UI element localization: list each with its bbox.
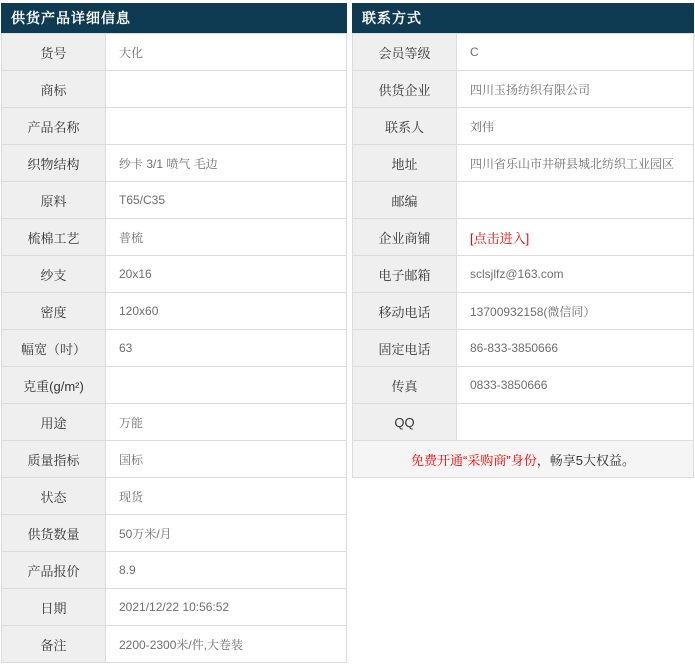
table-row [353,182,694,219]
row-label: 货号 [2,34,106,71]
row-label: 商标 [2,71,106,108]
table-row [2,256,347,293]
table-row [2,330,347,367]
table-row [2,145,347,182]
row-value: 2021/12/22 10:56:52 [106,589,347,626]
row-label: 供货数量 [2,515,106,552]
contact-info-panel [352,3,694,478]
row-label: 供货企业 [353,71,457,108]
row-label: 会员等级 [353,34,457,71]
contact-info-table [352,33,694,478]
row-label: 织物结构 [2,145,106,182]
row-label: 纱支 [2,256,106,293]
contact-info-title: 联系方式 [352,3,694,33]
table-row [353,330,694,367]
qq-value [457,404,694,441]
product-details-panel [1,3,347,663]
member-level-value: C [457,34,694,71]
row-label: 状态 [2,478,106,515]
table-row [2,219,347,256]
landline-value: 86-833-3850666 [457,330,694,367]
row-label: 幅宽（吋） [2,330,106,367]
row-label: 克重(g/m²) [2,367,106,404]
row-label: 产品名称 [2,108,106,145]
table-row [353,34,694,71]
row-label: 联系人 [353,108,457,145]
table-row [2,441,347,478]
row-label: 移动电话 [353,293,457,330]
email-value: sclsjlfz@163.com [457,256,694,293]
row-value: 纱卡 3/1 喷气 毛边 [106,145,347,182]
row-value: 8.9 [106,552,347,589]
row-label: 固定电话 [353,330,457,367]
fax-value: 0833-3850666 [457,367,694,404]
row-label: 原料 [2,182,106,219]
table-row [353,145,694,182]
table-row [353,219,694,256]
row-value: 国标 [106,441,347,478]
row-label: 企业商铺 [353,219,457,256]
table-row [353,256,694,293]
table-row [353,108,694,145]
row-value: 63 [106,330,347,367]
row-label: 梳棉工艺 [2,219,106,256]
table-row [2,626,347,663]
row-value [106,108,347,145]
table-row [2,293,347,330]
contact-person-value: 刘伟 [457,108,694,145]
buyer-promo-text: ，畅享5大权益。 [536,452,635,468]
row-value: 现货 [106,478,347,515]
row-value [106,367,347,404]
table-row [2,589,347,626]
row-label: 密度 [2,293,106,330]
row-label: 产品报价 [2,552,106,589]
row-label: 地址 [353,145,457,182]
row-value: 120x60 [106,293,347,330]
table-row [353,367,694,404]
row-label: 传真 [353,367,457,404]
address-value: 四川省乐山市井研县城北纺织工业园区 [457,145,694,182]
buyer-promo-row [353,441,694,478]
row-label: 用途 [2,404,106,441]
row-label: 电子邮箱 [353,256,457,293]
supplier-company-value: 四川玉扬纺织有限公司 [457,71,694,108]
table-row [353,71,694,108]
shop-enter-link[interactable]: [点击进入] [470,230,530,246]
row-label: 备注 [2,626,106,663]
row-value: 50万米/月 [106,515,347,552]
row-value: T65/C35 [106,182,347,219]
row-label: 质量指标 [2,441,106,478]
row-label: 邮编 [353,182,457,219]
table-row [2,34,347,71]
table-row [2,108,347,145]
product-details-table [1,33,347,663]
zip-code-value [457,182,694,219]
row-value [106,71,347,108]
table-row [2,182,347,219]
table-row [2,552,347,589]
table-row [2,71,347,108]
table-row [353,293,694,330]
table-row [353,404,694,441]
product-details-title: 供货产品详细信息 [1,3,347,33]
row-value: 普梳 [106,219,347,256]
table-row [2,515,347,552]
table-row [2,367,347,404]
row-value: 万能 [106,404,347,441]
row-value: 2200-2300米/件,大卷装 [106,626,347,663]
row-label: 日期 [2,589,106,626]
table-row [2,478,347,515]
row-label: QQ [353,404,457,441]
buyer-promo-link[interactable]: 免费开通“采购商”身份 [411,452,537,468]
table-row [2,404,347,441]
mobile-phone-value: 13700932158(微信同） [457,293,694,330]
row-value: 大化 [106,34,347,71]
row-value: 20x16 [106,256,347,293]
